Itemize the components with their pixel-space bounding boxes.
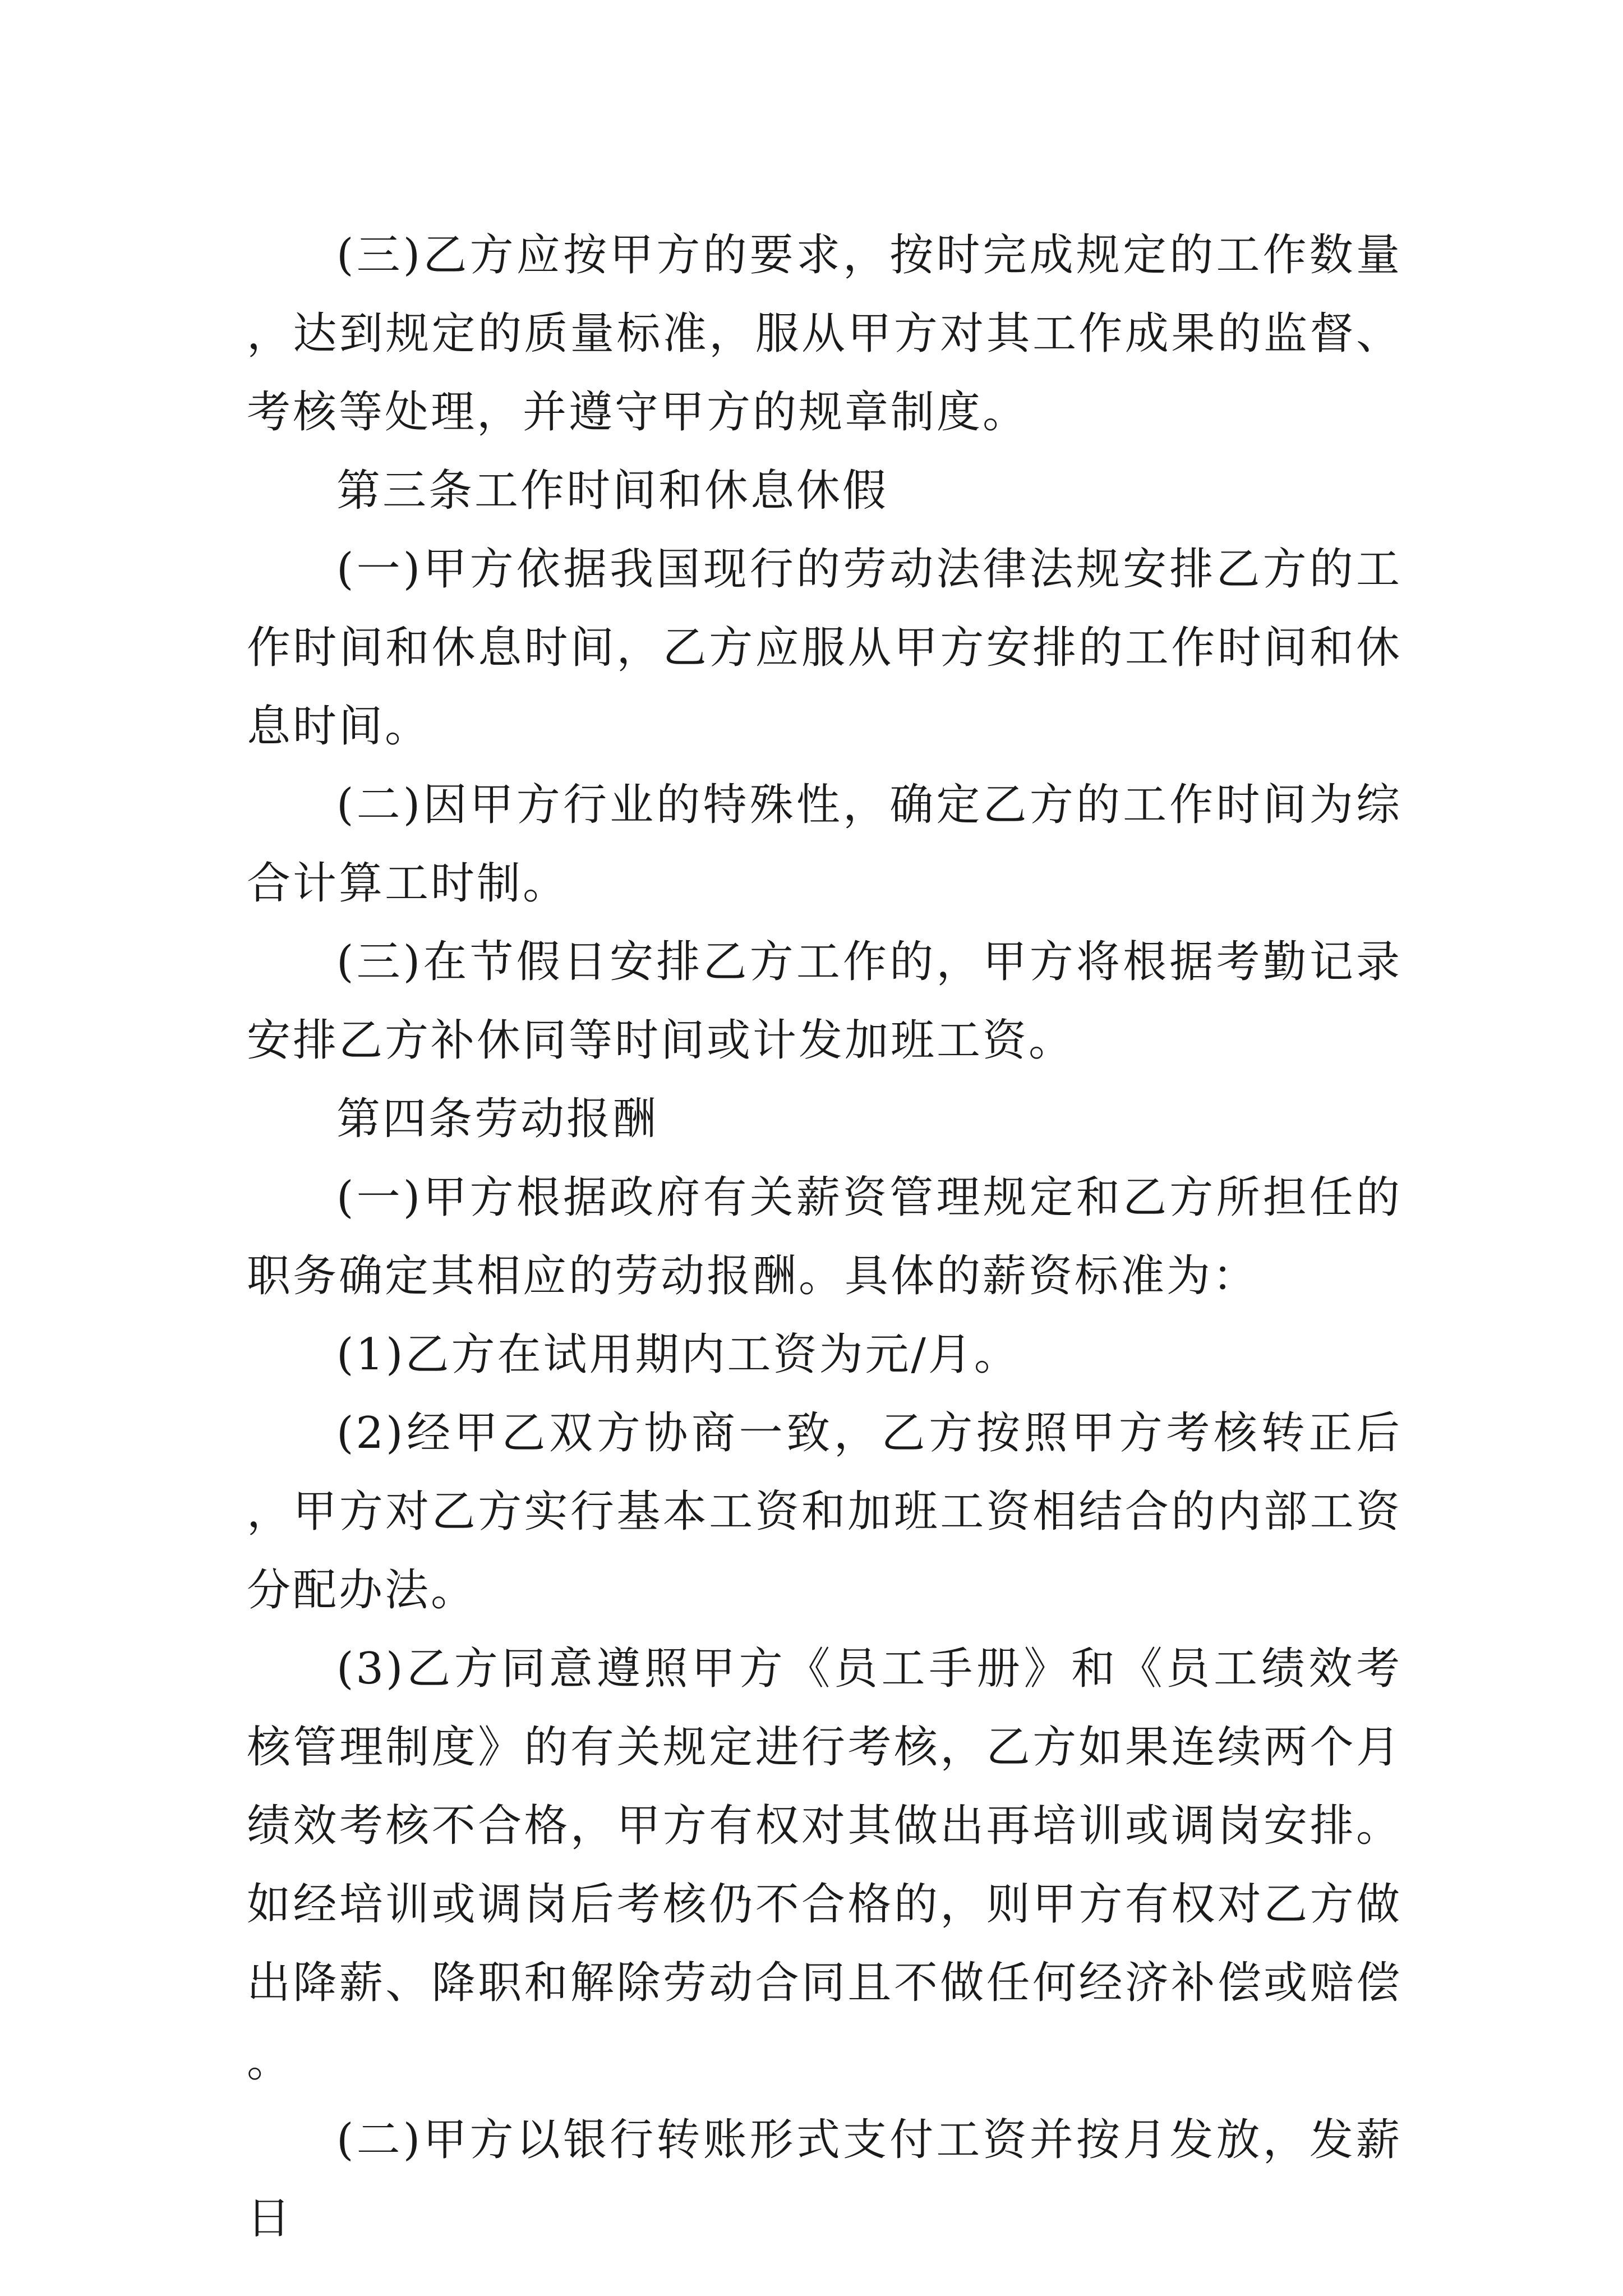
paragraph-clause-3-3: (三)乙方应按甲方的要求，按时完成规定的工作数量，达到规定的质量标准，服从甲方对其工作成果的监督、考核等处理，并遵守甲方的规章制度。 (247, 230, 1402, 438)
heading-article-3: 第三条工作时间和休息休假 (336, 466, 889, 516)
paragraph-article-3-3: (三)在节假日安排乙方工作的，甲方将根据考勤记录安排乙方补休同等时间或计发加班工资。 (247, 937, 1402, 1066)
heading-article-4: 第四条劳动报酬 (336, 1094, 659, 1144)
paragraph-article-4-1-1: (1)乙方在试用期内工资为元/月。 (336, 1329, 1020, 1380)
paragraph-article-3-1: (一)甲方依据我国现行的劳动法律法规安排乙方的工作时间和休息时间，乙方应服从甲方安排的工作时间和休息时间。 (247, 544, 1402, 752)
paragraph-article-4-1-3: (3)乙方同意遵照甲方《员工手册》和《员工绩效考核管理制度》的有关规定进行考核，乙方如果连续两个月绩效考核不合格，甲方有权对其做出再培训或调岗安排。如经培训或调岗后考核仍不合格的，则甲方有权对乙方做出降薪、降职和解除劳动合同且不做任何经济补偿或赔偿。 (247, 1644, 1402, 2087)
paragraph-article-4-1: (一)甲方根据政府有关薪资管理规定和乙方所担任的职务确定其相应的劳动报酬。具体的薪资标准为： (247, 1172, 1402, 1301)
paragraph-article-4-2: (二)甲方以银行转账形式支付工资并按月发放，发薪日 (247, 2115, 1402, 2244)
paragraph-article-3-2: (二)因甲方行业的特殊性，确定乙方的工作时间为综合计算工时制。 (247, 780, 1402, 909)
paragraph-article-4-1-2: (2)经甲乙双方协商一致，乙方按照甲方考核转正后，甲方对乙方实行基本工资和加班工资相结合的内部工资分配办法。 (247, 1408, 1402, 1616)
document-body (247, 216, 1402, 2258)
